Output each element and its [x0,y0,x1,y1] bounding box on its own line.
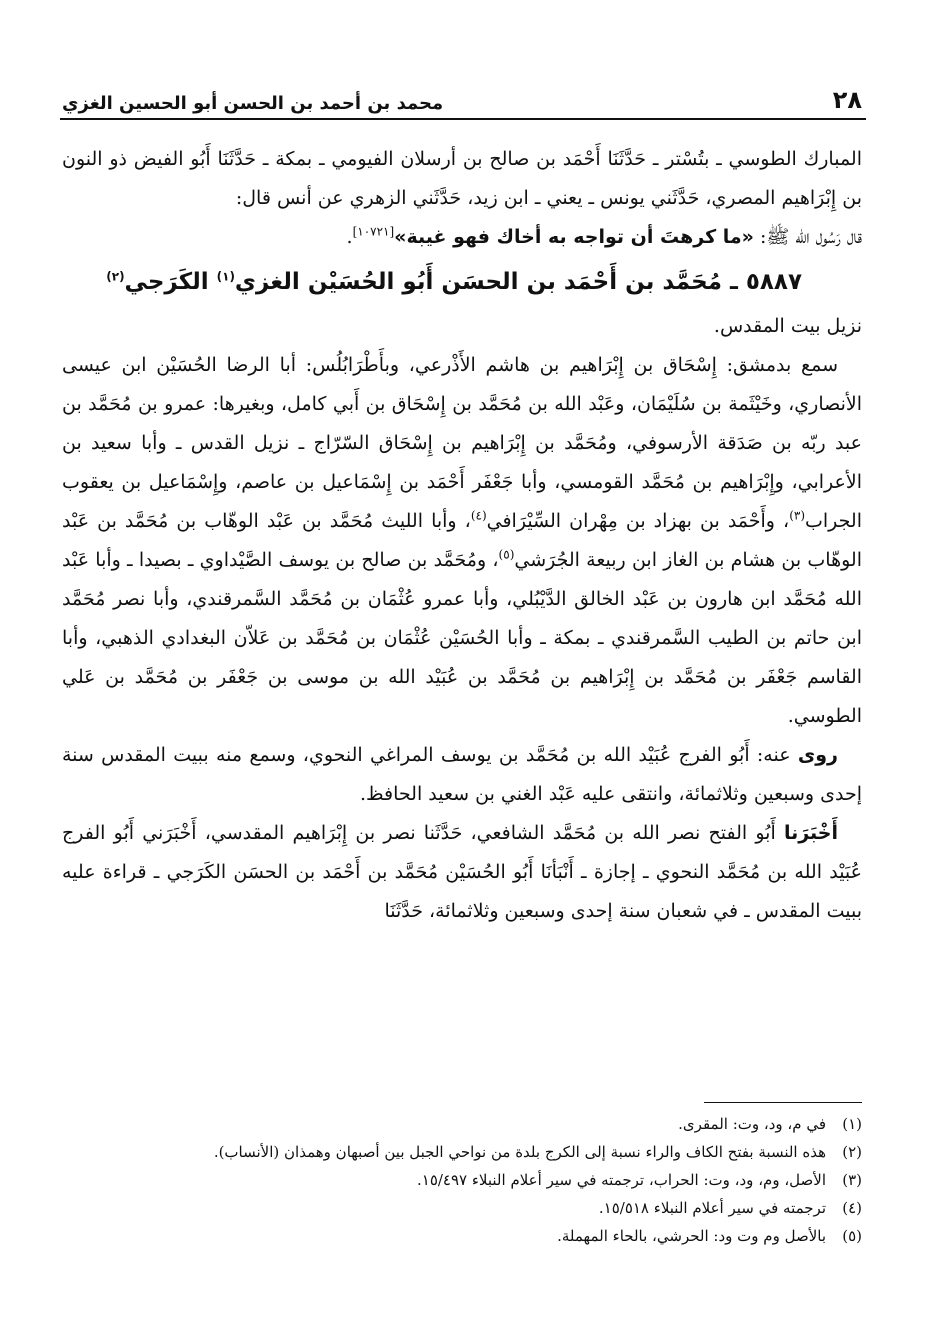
footnote-number: (٣) [842,1171,862,1189]
isnad-text: المبارك الطوسي ـ بتُسْتر ـ حَدَّثَنَا أَحْمَد بن صالح بن أرسلان الفيومي ـ بمكة ـ حَدَّثَنَا أَبُو الفيض ذو النون بن إِبْرَاهيم المصري، حَدَّثَني يونس ـ يعني ـ ابن زيد، حَدَّثَني الزهري عن أنس قال: [62,148,862,209]
running-title: محمد بن أحمد بن الحسن أبو الحسين الغزي [62,93,444,114]
teachers-text-a: سمع بدمشق: إِسْحَاق بن إِبْرَاهيم بن هاشم الأَذْرعي، وبأَطْرَابُلُس: أبا الرضا الحُسَيْن ابن عيسى الأنصاري، وخَيْثَمة بن سُلَيْمَان، وعَبْد الله بن مُحَمَّد بن إِسْحَاق بن أَبي كامل، وبغيرها: عمرو بن مُحَمَّد بن عبد ربّه بن صَدَقة الأرسوفي، ومُحَمَّد بن إِبْرَاهيم بن إِسْحَاق السّرّاج ـ نزيل القدس ـ وأبا سعيد بن الأعرابي، وإِبْرَاهيم بن مُحَمَّد القومسي، وأبا جَعْفَر أَحْمَد بن إِسْمَاعيل بن عاصم، وإِسْمَاعيل بن يعقوب الجراب [62,354,862,532]
footnote-text: ترجمته في سير أعلام النبلاء ١٥/٥١٨. [598,1199,826,1217]
teachers-text-c: ، وأبا الليث مُحَمَّد بن عَبْد الوهّاب بن مُحَمَّد بن عَبْد الوهّاب بن هشام بن الغاز ابن ربيعة الجُرَشي [62,510,862,571]
footnote [62,1222,862,1250]
entry-number: ٥٨٨٧ [745,269,802,295]
page-header [62,74,862,114]
entry-name: مُحَمَّد بن أَحْمَد بن الحسَن أَبُو الحُسَيْن الغزي [234,269,722,295]
teachers-text-d: ، ومُحَمَّد بن صالح بن يوسف الصَّيْداوي ـ بصيدا ـ وأبا عَبْد الله مُحَمَّد ابن هارون بن عَبْد الخالق الدَّيْبُلي، وأبا عمرو عُثْمَان بن مُحَمَّد السَّمرقندي، وأبا نصر مُحَمَّد ابن حاتم بن الطيب السَّمرقندي ـ بمكة ـ وأبا الحُسَيْن عُثْمَان بن مُحَمَّد بن عَلاّن البغدادي الذهبي، وأبا القاسم جَعْفَر بن مُحَمَّد بن إِبْرَاهيم بن مُحَمَّد بن عُبَيْد الله بن موسى بن جَعْفَر بن مُحَمَّد بن عَلي الطوسي. [62,549,862,727]
footnote [62,1110,862,1138]
footnote-text: هذه النسبة بفتح الكاف والراء نسبة إلى الكرج بلدة من نواحي الجبل بين أصبهان وهمذان (الأنساب). [213,1143,826,1161]
hadith-lead: قال رَسُول الله ﷺ: [759,226,862,248]
teachers-text-b: ، وأَحْمَد بن بهزاد بن مِهْران السِّيْرَافي [486,510,790,532]
footnote-ref-4: (٤) [470,508,487,523]
footnote-number: (٥) [842,1227,862,1245]
footnote [62,1138,862,1166]
header-rule [60,118,866,120]
page-number: ٢٨ [832,86,862,114]
footnote-rule [704,1102,862,1103]
footnote-text: في م، ود، وت: المقرى. [678,1115,826,1133]
paragraph-students [62,736,862,814]
body-text [62,140,862,931]
footnote-text: بالأصل وم وت ود: الحرشي، بالحاء المهملة. [557,1227,826,1245]
footnote-number: (٤) [842,1199,862,1217]
paragraph-chain [62,814,862,931]
riwaya-lead: روى [797,744,838,766]
footnote [62,1166,862,1194]
footnote-number: (١) [842,1115,862,1133]
paragraph-teachers [62,346,862,736]
footnote-number: (٢) [842,1143,862,1161]
footnote-ref-2: (٢) [106,269,125,284]
footnote-text: الأصل، وم، ود، وت: الحراب، ترجمته في سير أعلام النبلاء ١٥/٤٩٧. [416,1171,826,1189]
residence-text: نزيل بيت المقدس. [713,315,862,337]
akhbarana-text: أَبُو الفتح نصر الله بن مُحَمَّد الشافعي، حَدَّثَنا نصر بن إِبْرَاهيم المقدسي، أَخْبَرَني أَبُو الفرج عُبَيْد الله بن مُحَمَّد النحوي ـ إجازة ـ أَنْبَأنَا أَبُو الحُسَيْن مُحَمَّد بن أَحْمَد بن الحسَن الكَرَجي ـ قراءة عليه ببيت المقدس ـ في شعبان سنة إحدى وسبعين وثلاثمائة، حَدَّثَنَا [62,822,862,922]
footnote-ref-5: (٥) [498,547,515,562]
akhbarana-lead: أَخْبَرَنا [783,822,838,844]
entry-nisba: الكَرَجي [124,269,209,295]
footnote-ref-3: (٣) [789,508,806,523]
paragraph-residence [62,307,862,346]
footnotes [62,1110,862,1250]
riwaya-text: عنه: أَبُو الفرج عُبَيْد الله بن مُحَمَّد بن يوسف المراغي النحوي، وسمع منه ببيت المقدس سنة إحدى وسبعين وثلاثمائة، وانتقى عليه عَبْد الغني بن سعيد الحافظ. [62,744,862,805]
paragraph-hadith: قال رَسُول الله ﷺ: «ما كرهتَ أن تواجه به أخاك فهو غيبة»[١٠٧٢١]. [346,224,862,248]
entry-title: ٥٨٨٧ ـ مُحَمَّد بن أَحْمَد بن الحسَن أَبُو الحُسَيْن الغزي$^{(١)}$ الكَرَجي$^{(٢)}$ [106,269,802,295]
footnote-ref-1: (١) [216,269,235,284]
hadith-reference: [١٠٧٢١] [352,224,395,239]
paragraph-isnad [62,140,862,218]
footnote [62,1194,862,1222]
hadith-text: «ما كرهتَ أن تواجه به أخاك فهو غيبة» [394,226,754,248]
